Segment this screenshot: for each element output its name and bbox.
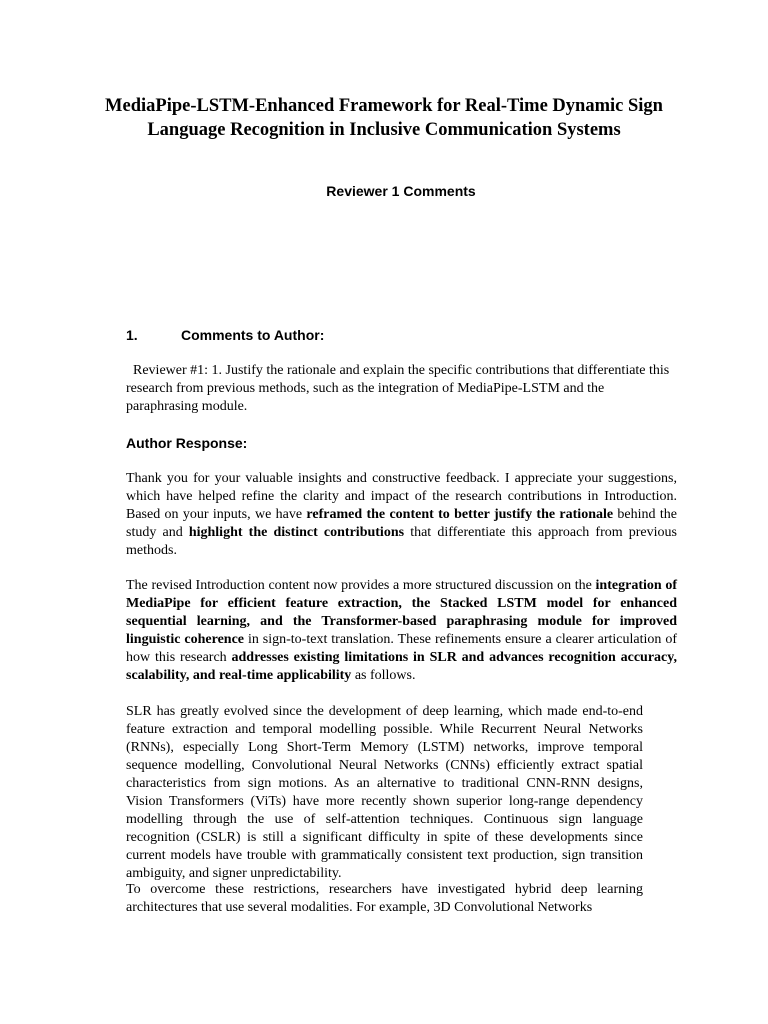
section-title: Comments to Author: xyxy=(181,327,325,343)
author-response-label: Author Response: xyxy=(126,435,248,451)
paper-title: MediaPipe-LSTM-Enhanced Framework for Real-Time Dynamic Sign Language Recognition in Inclusive Communication Systems xyxy=(105,96,663,140)
response-paragraph-2 xyxy=(126,577,677,685)
reviewer-comment-text: Reviewer #1: 1. Justify the rationale and explain the specific contributions that differentiate this research from previous methods, such as the integration of MediaPipe-LSTM and the paraphrasing module. xyxy=(126,363,670,414)
para2-text-1: The revised Introduction content now provides a more structured discussion on the xyxy=(126,578,596,593)
intro-paragraph-2: To overcome these restrictions, researchers have investigated hybrid deep learning architectures that use several modalities. For example, 3D Convolutional Networks xyxy=(126,882,643,915)
para2-bold-1: integration of MediaPipe for efficient feature extraction, the Stacked LSTM model for enhanced sequential learning, and the Transformer-based paraphrasing module for improved linguistic coherence xyxy=(126,578,677,647)
response-paragraph-1 xyxy=(126,470,677,560)
section-heading xyxy=(126,325,324,345)
para2-text-3: as follows. xyxy=(351,668,416,683)
para2-bold-2: addresses existing limitations in SLR and advances recognition accuracy, scalability, and real-time applicability xyxy=(126,650,677,683)
reviewer-heading: Reviewer 1 Comments xyxy=(326,183,476,199)
para1-text-3: that differentiate this approach from previous methods. xyxy=(126,525,677,558)
para1-bold-2: highlight the distinct contributions xyxy=(188,525,405,540)
para2-text-2: in sign-to-text translation. These refinements ensure a clearer articulation of how this research xyxy=(126,632,678,665)
intro-paragraph-1: SLR has greatly evolved since the development of deep learning, which made end-to-end feature extraction and temporal modelling possible. While Recurrent Neural Networks (RNNs), especially Long Short-Term Memory (LSTM) networks, improve temporal sequence modelling, Convolutional Neural Networks (CNNs) efficiently extract spatial characteristics from sign motions. As an alternative to traditional CNN-RNN designs, Vision Transformers (ViTs) have more recently shown superior long-range dependency modelling through the use of self-attention techniques. Continuous sign language recognition (CSLR) is still a significant difficulty in spite of these developments since current models have trouble with grammatically consistent text production, sign transition ambiguity, and signer unpredictability. xyxy=(126,704,643,881)
para1-bold-1: reframed the content to better justify the rationale xyxy=(306,507,614,522)
para1-text-1: Thank you for your valuable insights and constructive feedback. I appreciate your suggestions, which have helped refine the clarity and impact of the research contributions in Introduction. Based on your inputs, we have xyxy=(126,471,677,522)
para1-text-2: behind the study and xyxy=(126,507,677,540)
section-number: 1. xyxy=(126,327,138,343)
reviewer-comment xyxy=(126,362,676,416)
